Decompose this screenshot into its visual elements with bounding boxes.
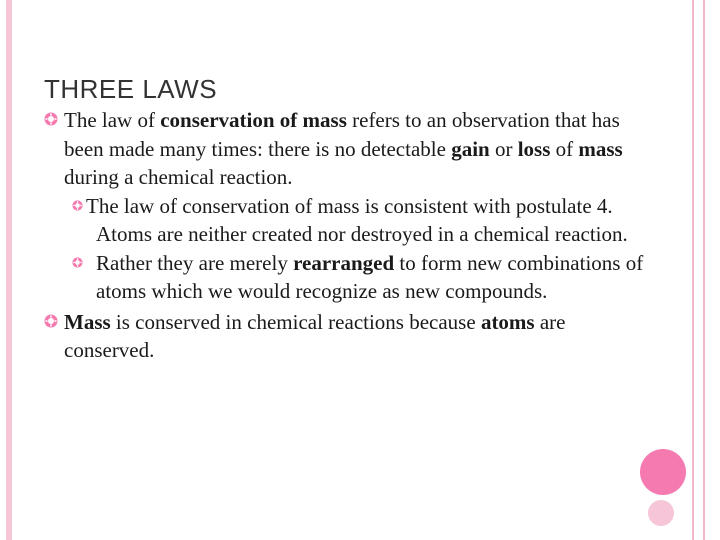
frame-right-line-inner xyxy=(703,0,705,540)
decorative-circle-small xyxy=(648,500,674,526)
subbullet-text-bold: rearranged xyxy=(293,250,395,275)
bullet-text-segment: is conserved in chemical reactions because xyxy=(110,309,481,334)
bullet-text-segment: or xyxy=(489,136,518,161)
bullet-text-bold: Mass xyxy=(64,309,111,334)
frame-left-stripe xyxy=(6,0,12,540)
bullet-text-bold: loss xyxy=(517,136,551,161)
bullet-mass-conserved xyxy=(44,308,644,365)
bullet-text-bold: conservation of mass xyxy=(160,108,347,132)
bullet-text-segment: The law of xyxy=(64,108,161,132)
slide-body xyxy=(44,106,644,365)
bullet-text-bold: mass xyxy=(578,136,623,161)
bullet-text-segment: during a chemical reaction. xyxy=(64,165,293,189)
bullet-conservation-of-mass xyxy=(44,106,644,192)
subbullet-rearranged xyxy=(44,249,644,306)
subbullet-text-segment: Rather they are merely xyxy=(96,250,294,275)
bullet-text-bold: gain xyxy=(451,136,490,161)
decorative-circle-large xyxy=(640,449,686,495)
bullet-text-bold: atoms xyxy=(480,309,535,334)
gear-bullet-icon xyxy=(72,257,83,268)
slide-title: THREE LAWS xyxy=(44,74,218,104)
subbullet-postulate-4 xyxy=(44,192,644,249)
bullet-text-segment: refers to an observation that has been made many times: there is no detectable xyxy=(64,108,620,161)
subbullet-text-segment: The law of conservation of mass is consistent with postulate 4. Atoms are neither created nor destroyed in a chemical reaction. xyxy=(86,193,628,246)
gear-bullet-icon xyxy=(44,112,58,126)
bullet-text-segment: are conserved. xyxy=(64,309,566,362)
gear-bullet-icon xyxy=(44,314,58,328)
subbullet-text-segment: to form new combinations of atoms which we would recognize as new compounds. xyxy=(96,250,644,303)
gear-bullet-icon xyxy=(72,200,83,211)
frame-right-line-outer xyxy=(692,0,694,540)
bullet-text-segment: of xyxy=(550,136,579,161)
